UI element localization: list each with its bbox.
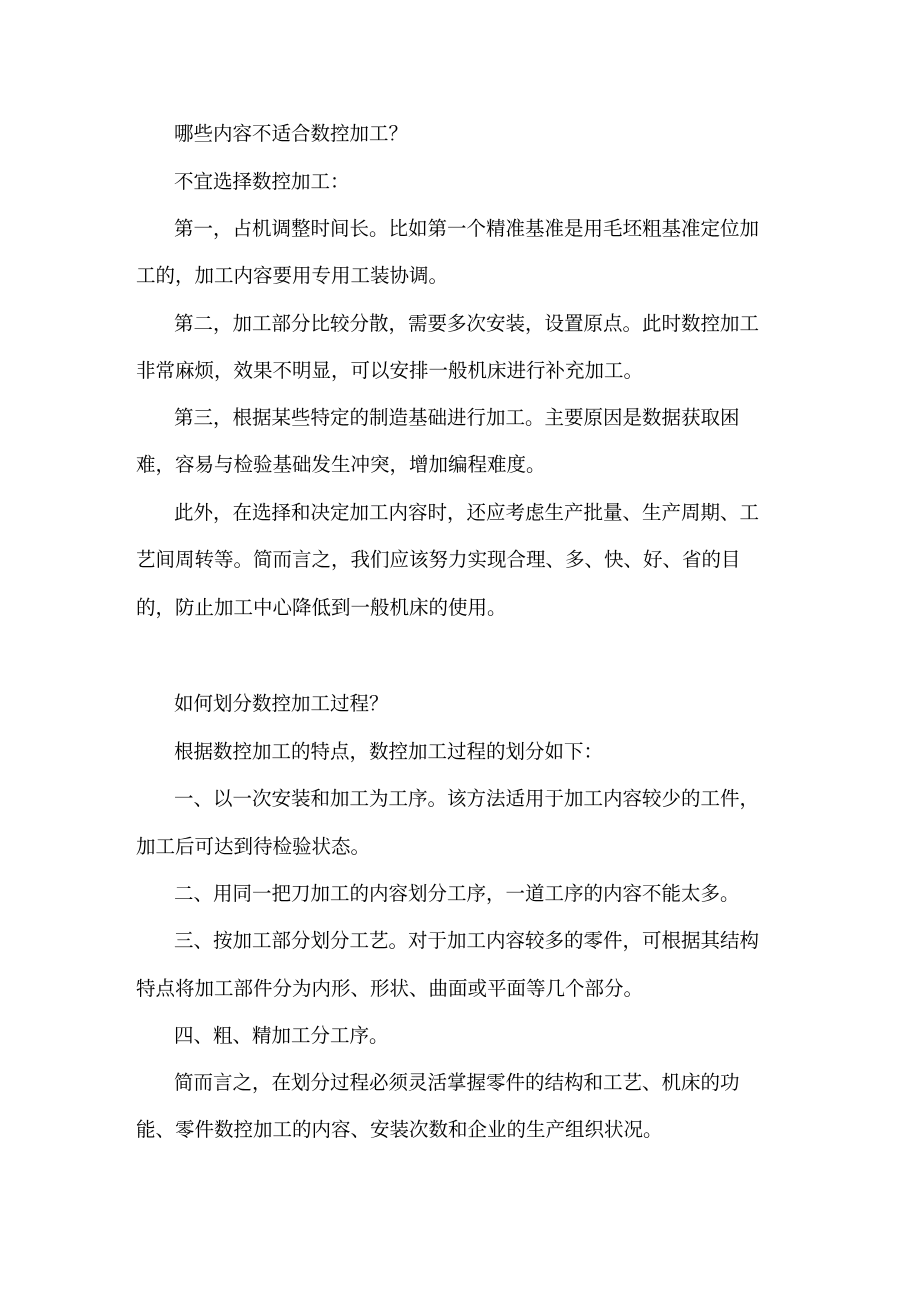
heading-process-division: 如何划分数控加工过程？ — [174, 692, 389, 715]
paragraph-second-line-1: 第二，加工部分比较分散，需要多次安装，设置原点。此时数控加工 — [174, 312, 760, 335]
paragraph-first-line-2: 工的，加工内容要用专用工装协调。 — [136, 264, 449, 287]
item-four: 四、粗、精加工分工序。 — [174, 1024, 389, 1047]
paragraph-additionally-line-3: 的，防止加工中心降低到一般机床的使用。 — [136, 596, 507, 619]
paragraph-first-line-1: 第一，占机调整时间长。比如第一个精准基准是用毛坯粗基准定位加 — [174, 217, 760, 240]
item-two: 二、用同一把刀加工的内容划分工序，一道工序的内容不能太多。 — [174, 882, 740, 905]
paragraph-intro: 不宜选择数控加工： — [174, 170, 350, 193]
paragraph-summary-line-1: 简而言之，在划分过程必须灵活掌握零件的结构和工艺、机床的功 — [174, 1071, 740, 1094]
paragraph-second-line-2: 非常麻烦，效果不明显，可以安排一般机床进行补充加工。 — [136, 359, 644, 382]
item-three-line-2: 特点将加工部件分为内形、形状、曲面或平面等几个部分。 — [136, 977, 644, 1000]
paragraph-division-intro: 根据数控加工的特点，数控加工过程的划分如下： — [174, 740, 604, 763]
paragraph-additionally-line-1: 此外，在选择和决定加工内容时，还应考虑生产批量、生产周期、工 — [174, 501, 760, 524]
paragraph-third-line-1: 第三，根据某些特定的制造基础进行加工。主要原因是数据获取困 — [174, 406, 740, 429]
item-one-line-1: 一、以一次安装和加工为工序。该方法适用于加工内容较少的工件， — [174, 787, 760, 810]
item-one-line-2: 加工后可达到待检验状态。 — [136, 835, 371, 858]
paragraph-third-line-2: 难，容易与检验基础发生冲突，增加编程难度。 — [136, 453, 546, 476]
heading-unsuitable-content: 哪些内容不适合数控加工？ — [174, 122, 409, 145]
paragraph-summary-line-2: 能、零件数控加工的内容、安装次数和企业的生产组织状况。 — [136, 1118, 663, 1141]
item-three-line-1: 三、按加工部分划分工艺。对于加工内容较多的零件，可根据其结构 — [174, 929, 760, 952]
paragraph-additionally-line-2: 艺间周转等。简而言之，我们应该努力实现合理、多、快、好、省的目 — [136, 548, 741, 571]
